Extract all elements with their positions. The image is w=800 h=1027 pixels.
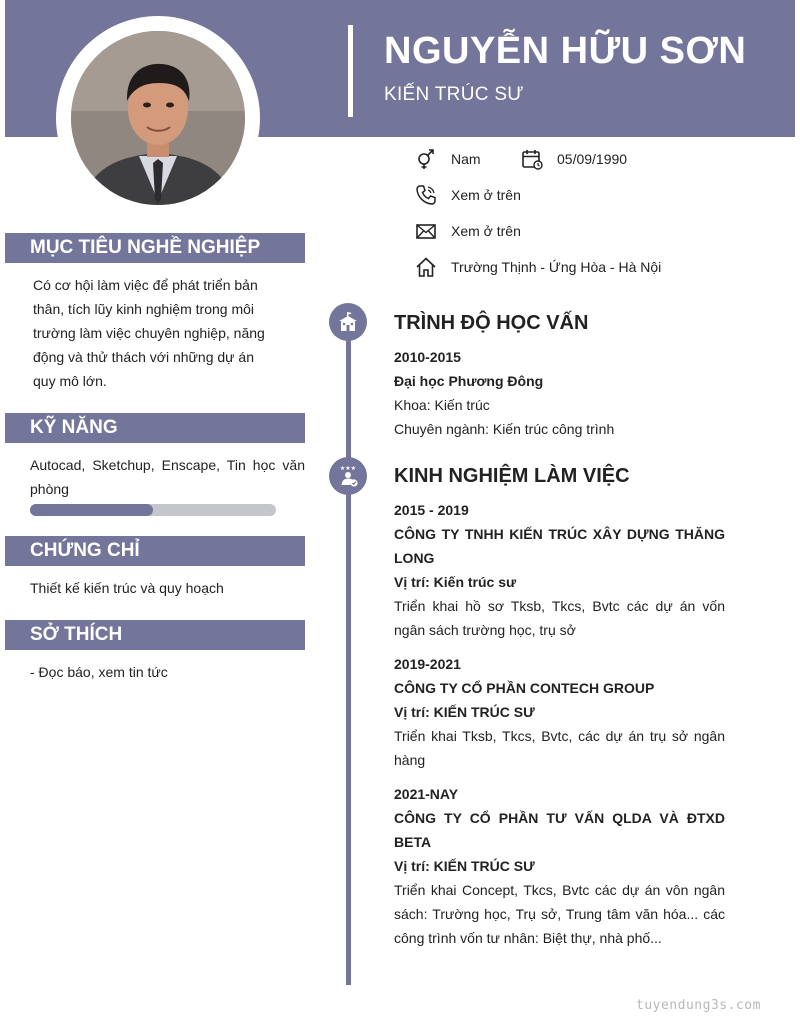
name-divider bbox=[348, 25, 353, 117]
hobbies-heading: SỞ THÍCH bbox=[5, 620, 305, 650]
phone-value: Xem ở trên bbox=[451, 187, 521, 203]
skill-level-fill bbox=[30, 504, 153, 516]
timeline-line bbox=[346, 312, 351, 985]
hobbies-text: - Đọc báo, xem tin tức bbox=[30, 664, 168, 680]
experience-item bbox=[394, 652, 725, 772]
education-block bbox=[394, 345, 725, 441]
skills-text: Autocad, Sketchup, Enscape, Tin học văn phòng bbox=[30, 457, 305, 497]
job-years: 2015 - 2019 bbox=[394, 502, 469, 518]
objective-line: quy mô lớn. bbox=[33, 373, 107, 389]
education-major: Chuyên ngành: Kiến trúc công trình bbox=[394, 421, 615, 437]
education-school: Đại học Phương Đông bbox=[394, 373, 544, 389]
job-years: 2021-NAY bbox=[394, 786, 459, 802]
candidate-name: NGUYỄN HỮU SƠN bbox=[384, 30, 747, 72]
email-value: Xem ở trên bbox=[451, 223, 521, 239]
objective-line: trường làm việc chuyên nghiệp, năng bbox=[33, 325, 265, 341]
job-position: Vị trí: KIẾN TRÚC SƯ bbox=[394, 858, 535, 874]
address-value: Trường Thịnh - Ứng Hòa - Hà Nội bbox=[451, 259, 662, 275]
job-position: Vị trí: KIẾN TRÚC SƯ bbox=[394, 704, 535, 720]
experience-badge bbox=[329, 457, 367, 495]
school-icon bbox=[336, 310, 360, 334]
job-description: Triển khai Concept, Tkcs, Bvtc các dự án vôn ngân sách: Trường học, Trụ sở, Trung tâm văn hóa... các công trình vốn tư nhân: Biệt thự, nhà phố... bbox=[394, 882, 725, 946]
objective-heading: MỤC TIÊU NGHỀ NGHIỆP bbox=[5, 233, 305, 263]
svg-text:★★★: ★★★ bbox=[339, 465, 357, 472]
job-company: CÔNG TY CỔ PHẦN CONTECH GROUP bbox=[394, 680, 655, 696]
skill-level-bar bbox=[30, 504, 276, 516]
certificates-text: Thiết kế kiến trúc và quy hoạch bbox=[30, 580, 224, 596]
objective-line: thân, tích lũy kinh nghiệm trong môi bbox=[33, 301, 255, 317]
job-title: KIẾN TRÚC SƯ bbox=[384, 84, 524, 105]
experience-item bbox=[394, 782, 725, 950]
certificates-heading: CHỨNG CHỈ bbox=[5, 536, 305, 566]
job-position: Vị trí: Kiến trúc sư bbox=[394, 574, 517, 590]
education-faculty: Khoa: Kiến trúc bbox=[394, 397, 490, 413]
skills-heading: KỸ NĂNG bbox=[5, 413, 305, 443]
job-company: CÔNG TY CỔ PHẦN TƯ VẤN QLDA VÀ ĐTXD BETA bbox=[394, 810, 725, 850]
job-years: 2019-2021 bbox=[394, 656, 461, 672]
objective-text bbox=[33, 273, 265, 393]
employee-star-icon bbox=[336, 464, 360, 488]
objective-line: động và thử thách với những dự án bbox=[33, 349, 254, 365]
job-description: Triển khai hồ sơ Tksb, Tkcs, Bvtc các dự án vốn ngân sách trường học, trụ sở bbox=[394, 598, 725, 638]
portrait-photo bbox=[71, 31, 245, 205]
phone-icon bbox=[415, 184, 437, 206]
education-badge bbox=[329, 303, 367, 341]
education-years: 2010-2015 bbox=[394, 349, 461, 365]
experience-heading: KINH NGHIỆM LÀM VIỆC bbox=[394, 465, 630, 487]
gender-value: Nam bbox=[451, 151, 481, 167]
calendar-icon bbox=[521, 148, 543, 170]
education-heading: TRÌNH ĐỘ HỌC VẤN bbox=[394, 312, 589, 334]
birthday-value: 05/09/1990 bbox=[557, 151, 628, 167]
watermark: tuyendung3s.com bbox=[636, 998, 761, 1013]
experience-item bbox=[394, 498, 725, 642]
email-icon bbox=[415, 220, 437, 242]
job-description: Triển khai Tksb, Tkcs, Bvtc, các dự án trụ sở ngân hàng bbox=[394, 728, 725, 768]
avatar bbox=[71, 31, 245, 205]
job-company: CÔNG TY TNHH KIẾN TRÚC XÂY DỰNG THĂNG LONG bbox=[394, 526, 725, 566]
gender-icon bbox=[415, 148, 437, 170]
home-icon bbox=[415, 256, 437, 278]
objective-line: Có cơ hội làm việc để phát triển bản bbox=[33, 277, 258, 293]
